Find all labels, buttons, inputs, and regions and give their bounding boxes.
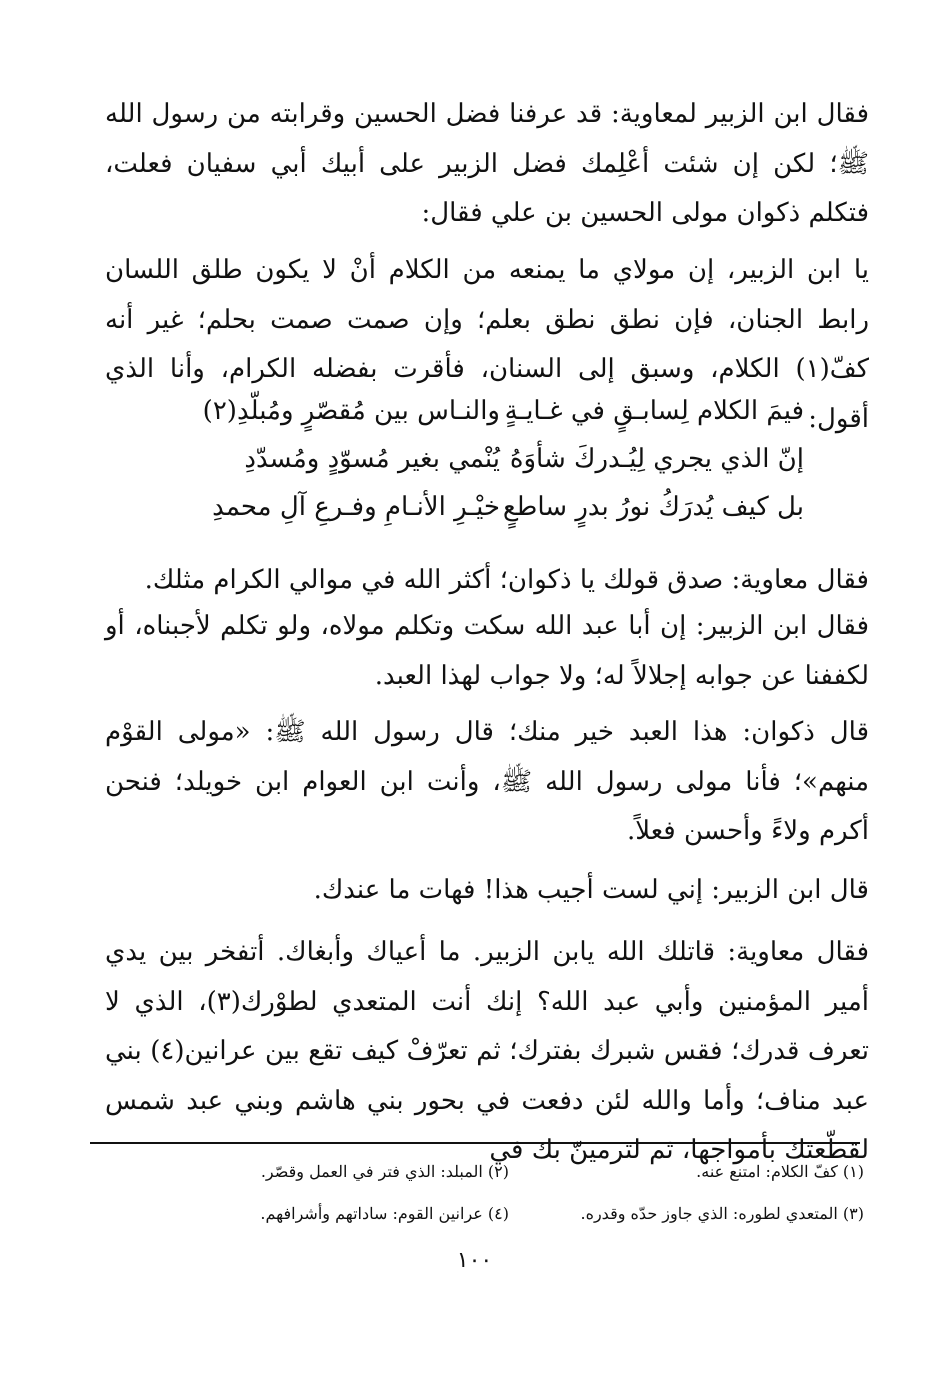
verse-first-hemistich: فيمَ الكلام لِسابـقٍ في غـايـةٍ — [504, 396, 804, 426]
verse-line — [170, 492, 804, 540]
footnote-3: (٣) المتعدي لطوره: الذي جاوز حدّه وقدره. — [580, 1204, 864, 1223]
footnote-4: (٤) عرانين القوم: ساداتهم وأشرافهم. — [260, 1204, 509, 1223]
paragraph-6: قال ابن الزبير: إني لست أجيب هذا! فهات ما عندك. — [313, 875, 869, 905]
footnote-1: (١) كفّ الكلام: امتنع عنه. — [696, 1162, 864, 1181]
verse-first-hemistich: إنّ الذي يجري لِيُـدركَ شأوَهُ — [509, 444, 804, 474]
verse-line — [170, 444, 804, 492]
paragraph-3: فقال معاوية: صدق قولك يا ذكوان؛ أكثر الله في موالي الكرام مثلك. — [144, 565, 869, 595]
page-number: ١٠٠ — [456, 1248, 493, 1273]
verse-second-hemistich: خيْـرِ الأنـامِ وفـرعِ آلِ محمدِ — [212, 492, 500, 522]
footnote-divider — [90, 1142, 860, 1144]
paragraph-1: فقال ابن الزبير لمعاوية: قد عرفنا فضل الحسين وقرابته من رسول الله ﷺ؛ لكن إن شئت أعْلِمك فضل الزبير على أبيك أبي سفيان فعلت، فتكلم ذكوان مولى الحسين بن علي فقال: — [105, 99, 869, 228]
verse-second-hemistich: يُنْمي بغير مُسوّدٍ ومُسدّدِ — [244, 444, 500, 474]
paragraph-2: يا ابن الزبير، إن مولاي ما يمنعه من الكلام أنْ لا يكون طلق اللسان رابط الجنان، فإن نطق نطق بعلم؛ وإن صمت صمت بحلم؛ غير أنه كفّ(١) الكلام، وسبق إلى السنان، فأقرت بفضله الكرام، وأنا الذي أقول: — [105, 255, 869, 434]
paragraph-4: فقال ابن الزبير: إن أبا عبد الله سكت وتكلم مولاه، ولو تكلم لأجبناه، أو لكففنا عن جوابه إجلالاً له؛ ولا جواب لهذا العبد. — [105, 611, 869, 691]
verse-first-hemistich: بل كيف يُدرَكُ نورُ بدرٍ ساطعٍ — [502, 492, 804, 522]
footnote-2: (٢) المبلد: الذي فتر في العمل وقصّر. — [260, 1162, 509, 1181]
verse-line — [170, 396, 804, 444]
verse-second-hemistich: والنـاس بين مُقصّرٍ ومُبلّدِ(٢) — [202, 396, 500, 426]
paragraph-7: فقال معاوية: قاتلك الله يابن الزبير. ما أعياك وأبغاك. أتفخر بين يدي أمير المؤمنين وأبي عبد الله؟ إنك أنت المتعدي لطوْرك(٣)، الذي لا تعرف قدرك؛ فقس شبرك بفترك؛ ثم تعرّفْ كيف تقع بين عرانين(٤) بني عبد مناف؛ وأما والله لئن دفعت في بحور بني هاشم وبني عبد شمس لقطّعتك بأمواجها، ثم لترمينّ بك في — [105, 937, 869, 1165]
paragraph-5: قال ذكوان: هذا العبد خير منك؛ قال رسول الله ﷺ: «مولى القوْم منهم»؛ فأنا مولى رسول الله ﷺ، وأنت ابن العوام ابن خويلد؛ فنحن أكرم ولاءً وأحسن فعلاً. — [105, 717, 869, 846]
